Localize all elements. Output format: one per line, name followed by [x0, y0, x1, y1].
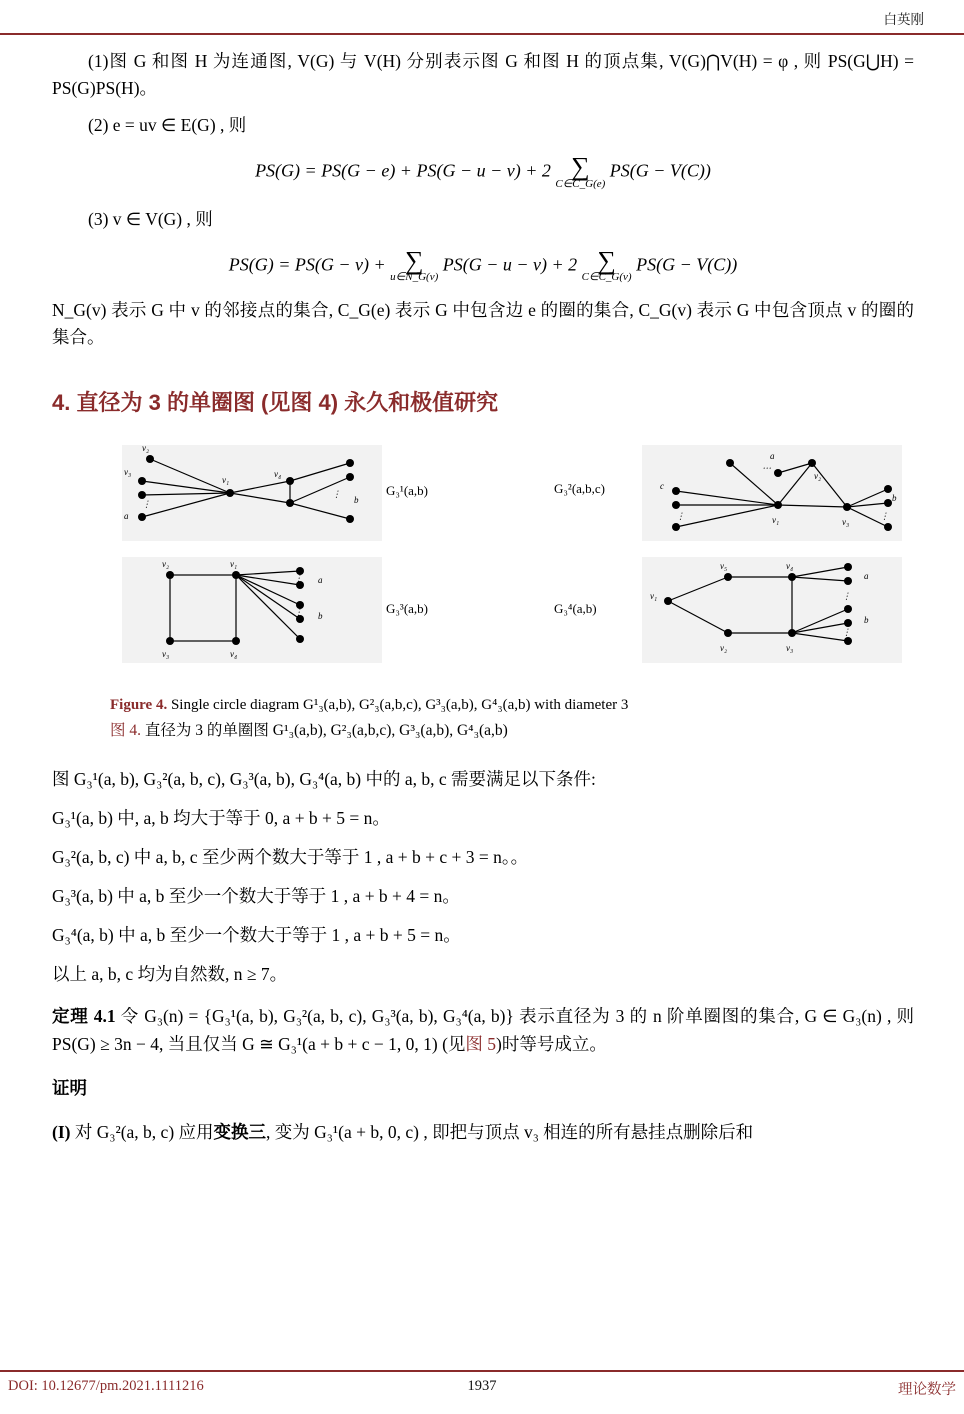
condition-4: G₃⁴(a, b) 中 a, b 至少一个数大于等于 1 , a + b + 5 = n。 — [52, 924, 461, 945]
figure-caption-en-text: Single circle diagram G¹₃(a,b), G²₃(a,b,c), G³₃(a,b), G⁴₃(a,b) with diameter 3 — [170, 696, 629, 713]
proof-line-1-b: , 变为 G₃¹(a + b, 0, c) , 即把与顶点 v₃ 相连的所有悬挂点删除后和 — [266, 1121, 754, 1142]
paragraph-item-3 — [52, 206, 914, 233]
svg-text:⋮: ⋮ — [294, 606, 303, 617]
figure-panel-g31 — [122, 444, 428, 541]
figure-panel-g31-graph — [122, 445, 382, 541]
figure-panel-g32 — [554, 445, 902, 541]
svg-text:v₄: v₄ — [786, 560, 794, 571]
svg-text:a: a — [770, 450, 775, 461]
svg-text:a: a — [124, 510, 129, 521]
equation-2-right: PS(G − V(C)) — [636, 254, 738, 275]
figure-panel-g32-graph — [642, 445, 902, 541]
condition-3: G₃³(a, b) 中 a, b 至少一个数大于等于 1 , a + b + 4 = n。 — [52, 885, 460, 906]
theorem-4-1 — [52, 1002, 914, 1058]
paragraph-item-1 — [52, 48, 914, 102]
page-header — [0, 0, 964, 34]
svg-text:v₄: v₄ — [230, 648, 238, 659]
figure-caption-cn-text: 直径为 3 的单圈图 G¹₃(a,b), G²₃(a,b,c), G³₃(a,b), G⁴₃(a,b) — [144, 721, 508, 739]
proof-line-1-a: 对 G₃²(a, b, c) 应用 — [74, 1121, 214, 1142]
footer-doi[interactable]: DOI: 10.12677/pm.2021.1111216 — [8, 1378, 204, 1394]
equation-1 — [52, 152, 914, 190]
equation-1-right: PS(G − V(C)) — [609, 160, 711, 181]
svg-text:b: b — [864, 614, 869, 625]
page-content — [52, 48, 914, 1163]
section-title-text: 直径为 3 的单圈图 (见图 4) 永久和极值研究 — [76, 389, 499, 415]
item-1-text: (1)图 G 和图 H 为连通图, V(G) 与 V(H) 分别表示图 G 和图 H 的顶点集, V(G)⋂V(H) = φ , 则 PS(G⋃H) = PS(G)PS(H)。 — [52, 51, 914, 99]
footer-page-number: 1937 — [467, 1378, 497, 1394]
figure-caption-en — [110, 697, 914, 714]
svg-text:v₅: v₅ — [720, 560, 728, 571]
condition-2: G₃²(a, b, c) 中 a, b, c 至少两个数大于等于 1 , a + b + c + 3 = n。。 — [52, 846, 529, 867]
proof-line-1-emphasis: 变换三 — [213, 1121, 267, 1142]
figure-panel-g33 — [122, 557, 428, 663]
svg-text:⋮: ⋮ — [294, 572, 303, 583]
svg-text:c: c — [660, 480, 664, 491]
svg-text:v₃: v₃ — [842, 516, 850, 527]
svg-text:a: a — [318, 574, 323, 585]
item-3-text: (3) v ∈ V(G) , 则 — [88, 208, 213, 229]
svg-text:v₃: v₃ — [786, 642, 794, 653]
theorem-text-part-1: 令 G₃(n) = {G₃¹(a, b), G₃²(a, b, c), G₃³(a, b), G₃⁴(a, b)} 表示直径为 3 的 n 阶单圈图的集合, G ∈ G₃(n) , 则 PS(G) ≥ 3n − 4, 当且仅当 G ≅ G₃¹(a + b + c − 1, 0, 1) (见 — [52, 1005, 915, 1054]
svg-text:⋮: ⋮ — [880, 510, 889, 521]
svg-text:v₄: v₄ — [274, 468, 282, 479]
section-heading — [52, 386, 914, 417]
sigma-icon: ∑ — [597, 245, 616, 275]
equation-2-middle: PS(G − u − v) + 2 — [442, 254, 578, 275]
section-number: 4. — [52, 389, 71, 415]
paragraph-notation — [52, 297, 914, 351]
svg-text:⋮: ⋮ — [842, 626, 851, 637]
figure-panel-g33-graph — [122, 557, 382, 663]
sigma-icon: ∑ — [404, 245, 424, 275]
summation-2b-subscript: C∈C_G(v) — [581, 271, 632, 284]
sigma-icon: ∑ — [571, 152, 590, 182]
svg-text:v₂: v₂ — [142, 444, 150, 453]
header-author: 白英刚 — [883, 12, 924, 27]
svg-text:b: b — [354, 494, 359, 505]
paragraph-item-2 — [52, 112, 914, 139]
figure-caption-en-label: Figure 4. — [110, 696, 168, 713]
svg-text:v₁: v₁ — [772, 514, 780, 525]
svg-text:a: a — [864, 570, 869, 581]
item-2-text: (2) e = uv ∈ E(G) , 则 — [88, 115, 247, 136]
figure-panel-g32-label: G₃²(a,b,c) — [554, 480, 606, 496]
figure-4 — [52, 435, 914, 685]
footer-journal: 理论数学 — [898, 1382, 956, 1398]
conditions-intro: 图 G₃¹(a, b), G₃²(a, b, c), G₃³(a, b), G₃⁴(a, b) 中的 a, b, c 需要满足以下条件: — [52, 768, 596, 789]
figure-panel-g34 — [554, 557, 902, 663]
proof-line-1 — [52, 1118, 914, 1146]
svg-text:v₁: v₁ — [230, 558, 238, 569]
svg-text:v₁: v₁ — [650, 590, 658, 601]
summation-1 — [555, 152, 606, 190]
svg-text:⋮: ⋮ — [676, 510, 685, 521]
summation-2a-subscript: u∈N_G(v) — [390, 271, 439, 284]
figure-panel-g34-graph — [642, 557, 902, 663]
figure-panel-g31-label: G₃¹(a,b) — [386, 482, 428, 498]
footer-divider — [0, 1370, 964, 1372]
condition-1: G₃¹(a, b) 中, a, b 均大于等于 0, a + b + 5 = n。 — [52, 807, 390, 828]
svg-text:⋯: ⋯ — [762, 462, 771, 473]
proof-step-marker: (I) — [52, 1121, 71, 1142]
svg-text:b: b — [318, 610, 323, 621]
svg-text:⋮: ⋮ — [842, 590, 851, 601]
condition-5: 以上 a, b, c 均为自然数, n ≥ 7。 — [52, 963, 288, 984]
equation-2-left: PS(G) = PS(G − v) + — [228, 254, 386, 275]
page-footer — [0, 1370, 964, 1400]
svg-text:v₂: v₂ — [720, 642, 728, 653]
notation-text: N_G(v) 表示 G 中 v 的邻接点的集合, C_G(e) 表示 G 中包含边 e 的圈的集合, C_G(v) 表示 G 中包含顶点 v 的圈的集合。 — [52, 300, 914, 348]
equation-1-left: PS(G) = PS(G − e) + PS(G − u − v) + 2 — [255, 160, 551, 181]
equation-2 — [52, 245, 914, 284]
figure-panel-g34-label: G₃⁴(a,b) — [554, 600, 597, 616]
svg-text:⋮: ⋮ — [142, 498, 151, 509]
svg-text:v₂: v₂ — [814, 470, 822, 481]
svg-text:v₁: v₁ — [222, 474, 230, 485]
svg-text:⋮: ⋮ — [332, 488, 341, 499]
theorem-text-part-2: )时等号成立。 — [496, 1033, 607, 1054]
header-divider — [0, 33, 964, 35]
summation-2a — [390, 245, 439, 284]
figure-caption-cn-label: 图 4. — [110, 721, 142, 739]
theorem-label: 定理 4.1 — [52, 1005, 116, 1026]
svg-text:v₃: v₃ — [124, 466, 132, 477]
figure-panel-g33-label: G₃³(a,b) — [386, 600, 428, 616]
proof-heading: 证明 — [52, 1078, 87, 1099]
figure-caption-cn — [110, 718, 914, 740]
svg-text:b: b — [892, 492, 897, 503]
svg-text:v₂: v₂ — [162, 558, 170, 569]
svg-text:v₃: v₃ — [162, 648, 170, 659]
summation-2b — [581, 245, 632, 284]
summation-1-subscript: C∈C_G(e) — [555, 177, 606, 190]
figure-5-link[interactable]: 图 5 — [465, 1033, 497, 1054]
